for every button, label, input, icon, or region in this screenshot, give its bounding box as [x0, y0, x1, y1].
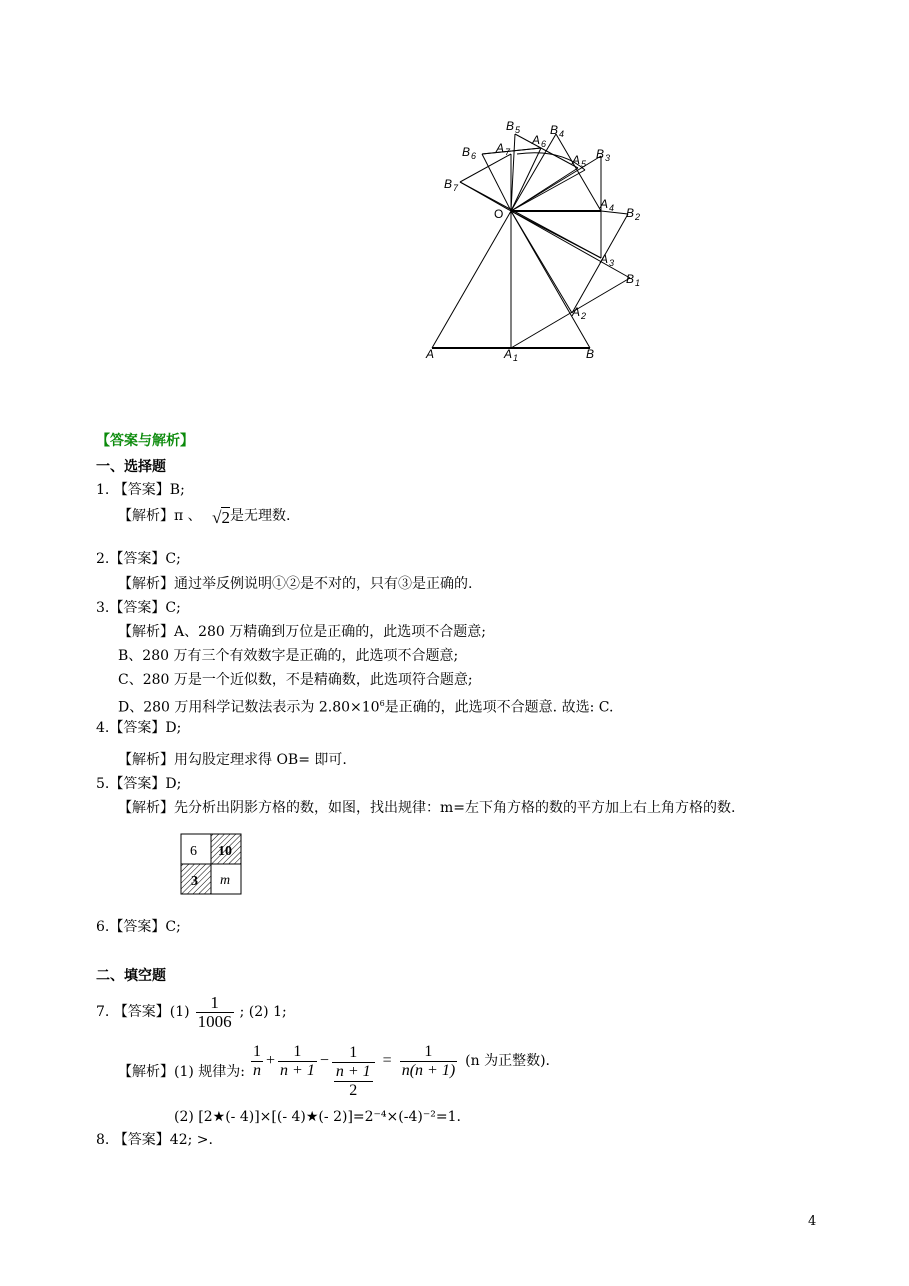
label-A7: A [496, 141, 505, 155]
label-B4: B [550, 123, 559, 137]
q3-line-b: B、280 万有三个有效数字是正确的，此选项不合题意; [118, 648, 459, 664]
label-A5: A [572, 153, 581, 167]
cell-top-left-value: 6 [190, 844, 197, 859]
q7-analysis [118, 1036, 550, 1108]
q7-answer-post: ; (2) 1; [239, 1004, 287, 1020]
q5-answer: 5.【答案】D; [96, 776, 182, 792]
formula-frac-3: $\frac{1}{\frac{n + 1}{2}}$ [332, 1044, 375, 1100]
label-B7-sub: 7 [453, 183, 459, 193]
label-A1: A [504, 347, 513, 361]
q5-analysis: 【解析】先分析出阴影方格的数，如图，找出规律：m=左下角方格的数的平方加上右上角方格的数. [118, 800, 736, 816]
edge-A1B1 [511, 278, 630, 348]
q1-analysis [118, 506, 290, 525]
label-A6-sub: 6 [541, 139, 547, 149]
label-A4: A [600, 197, 609, 211]
edge-OA5b [511, 170, 585, 211]
q7-formula: $\frac{1}{n}$ + $\frac{1}{n + 1}$ − $\frac{1}{\frac{n + 1}{2}}$ = $\frac{1}{n(n + 1)}$ [253, 1042, 456, 1099]
label-A2-sub: 2 [581, 311, 587, 321]
spiral-triangle-diagram [420, 118, 660, 370]
q4-analysis: 【解析】用勾股定理求得 OB= 即可. [118, 752, 347, 768]
label-A1-sub: 1 [513, 353, 519, 363]
q3-line-d-post: 是正确的，此选项不合题意. 故选: C. [384, 699, 614, 716]
section2-heading: 二、填空题 [96, 968, 166, 984]
edge-A4B2 [601, 211, 628, 214]
q6-answer: 6.【答案】C; [96, 919, 181, 935]
label-A: A [426, 347, 435, 361]
label-B4-sub: 4 [559, 129, 565, 139]
q1-analysis-prefix: 【解析】π 、 [118, 508, 202, 524]
label-O: O [494, 207, 504, 221]
label-B3: B [596, 147, 605, 161]
label-B1-sub: 1 [635, 278, 641, 288]
sqrt-expression: √2 [212, 508, 230, 527]
answers-heading: 【答案与解析】 [96, 433, 194, 449]
q3-exponent: 6 [379, 699, 385, 708]
cell-bottom-right-value: m [220, 873, 231, 888]
label-B2: B [626, 206, 635, 220]
formula-frac-1: $\frac{1}{n}$ [253, 1042, 261, 1079]
q7-analysis-post: (n 为正整数). [465, 1053, 550, 1069]
number-grid [180, 833, 244, 897]
q7-answer-pre: 7. 【答案】(1) [96, 1004, 190, 1020]
edge-A5B5 [515, 134, 581, 168]
edge-B7A3 [460, 182, 601, 258]
label-A3-sub: 3 [609, 258, 615, 268]
label-A2: A [572, 305, 581, 319]
q4-answer: 4.【答案】D; [96, 720, 182, 736]
q8-answer: 8. 【答案】42; >. [96, 1132, 213, 1148]
q2-analysis: 【解析】通过举反例说明①②是不对的，只有③是正确的. [118, 576, 473, 592]
q2-answer: 2.【答案】C; [96, 551, 181, 567]
label-B: B [586, 347, 595, 361]
label-A6: A [532, 133, 541, 147]
label-B6-sub: 6 [471, 151, 477, 161]
q3-line-d-pre: D、280 万用科学记数法表示为 2.80×10 [118, 699, 380, 716]
edge-OB5 [511, 134, 515, 211]
q3-answer: 3.【答案】C; [96, 600, 181, 616]
q3-analysis-a: 【解析】A、280 万精确到万位是正确的，此选项不合题意; [118, 624, 486, 640]
label-A4-sub: 4 [609, 203, 615, 213]
label-B5: B [506, 119, 515, 133]
section1-heading: 一、选择题 [96, 459, 166, 475]
q1-analysis-suffix: 是无理数. [229, 508, 291, 524]
cell-bottom-left-value: 3 [191, 874, 198, 889]
label-B5-sub: 5 [515, 125, 521, 135]
label-B7: B [444, 177, 453, 191]
q7-answer [96, 992, 287, 1032]
q7-fraction: $\frac{1}{1006}$ [197, 992, 232, 1031]
label-A7-sub: 7 [505, 147, 511, 157]
label-A5-sub: 5 [581, 159, 587, 169]
page-number: 4 [808, 1214, 817, 1229]
edge-A4B4 [556, 134, 601, 211]
q1-answer: 1. 【答案】B; [96, 482, 185, 498]
q7-part2: (2) [2★(- 4)]×[(- 4)★(- 2)]=2⁻⁴×(-4)⁻²=1. [174, 1109, 461, 1125]
edge-OA [432, 211, 511, 348]
label-B6: B [462, 145, 471, 159]
label-B2-sub: 2 [635, 212, 641, 222]
q7-analysis-pre: 【解析】(1) 规律为: [118, 1064, 245, 1080]
label-B1: B [626, 272, 635, 286]
cell-top-right-value: 10 [218, 844, 232, 859]
label-B3-sub: 3 [605, 153, 611, 163]
q3-line-d [118, 695, 613, 717]
q3-line-c: C、280 万是一个近似数，不是精确数，此选项符合题意; [118, 672, 473, 688]
label-A3: A [600, 252, 609, 266]
formula-frac-4: $\frac{1}{n(n + 1)}$ [401, 1042, 456, 1079]
formula-frac-2: $\frac{1}{n + 1}$ [280, 1042, 315, 1079]
